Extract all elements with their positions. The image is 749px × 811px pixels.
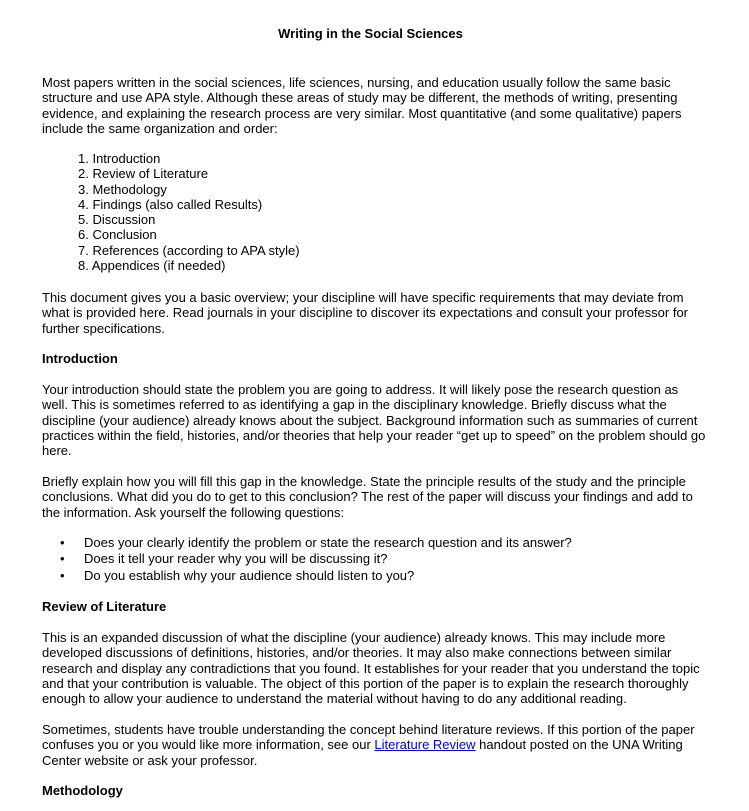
list-item	[60, 568, 572, 584]
review-paragraph-1: This is an expanded discussion of what the discipline (your audience) already knows. This may include more developed discussions of definitions, histories, and/or theories. It may also make connections between similar research and display any contradictions that you found. It establishes for your reader that you understand the topic and that your contribution is valuable. The object of this portion of the paper is to explain the research thoroughly enough to allow your audience to understand the material without having to do any additional reading.	[42, 630, 700, 707]
list-item: 1. Introduction	[78, 151, 161, 166]
methodology-heading: Methodology	[42, 783, 123, 798]
introduction-paragraph-2: Briefly explain how you will fill this gap in the knowledge. State the principle results of the study and the principle conclusions. What did you do to get to this conclusion? The rest of the paper will discuss your findings and add to the information. Ask yourself the following questions:	[42, 474, 693, 520]
review-heading: Review of Literature	[42, 599, 167, 614]
list-item	[60, 535, 572, 551]
review-paragraph-2-before: Sometimes, students have trouble understanding the concept behind literature reviews. If this portion of the paper confuses you or you would like more information, see our	[42, 722, 695, 753]
list-item: 4. Findings (also called Results)	[78, 196, 263, 212]
bullet-icon: •	[60, 567, 65, 583]
review-paragraph-2	[42, 722, 707, 768]
list-item: 3. Methodology	[78, 181, 167, 197]
list-item: 5. Discussion	[78, 212, 156, 228]
document-title: Writing in the Social Sciences	[278, 26, 463, 41]
question-text: Does it tell your reader why you will be discussing it?	[84, 551, 388, 567]
introduction-paragraph-1: Your introduction should state the problem you are going to address. It will likely pose the research question as well. This is sometimes referred to as identifying a gap in the disciplinary knowledge. Briefly discuss what the discipline (your audience) already knows about the subject. Background information such as summaries of current practices within the field, histories, and/or theories that help your reader “get up to speed” on the problem should go here.	[42, 382, 706, 459]
section-order-list	[78, 151, 300, 273]
list-item: 7. References (according to APA style)	[78, 242, 300, 258]
intro-paragraph: Most papers written in the social sciences, life sciences, nursing, and education usually follow the same basic structure and use APA style. Although these areas of study may be different, the methods of writing, presenting evidence, and explaining the research process are very similar. Most quantitative (and some qualitative) papers include the same organization and order:	[42, 75, 682, 136]
list-item: 2. Review of Literature	[78, 166, 209, 182]
question-text: Do you establish why your audience should listen to you?	[84, 567, 415, 583]
review-paragraph-2-after: handout posted on the UNA Writing Center website or ask your professor.	[42, 737, 683, 768]
list-item: 8. Appendices (if needed)	[78, 258, 226, 274]
list-item	[60, 551, 572, 567]
bullet-icon: •	[60, 551, 65, 567]
introduction-heading: Introduction	[42, 351, 118, 366]
list-item: 6. Conclusion	[78, 227, 157, 243]
bullet-icon: •	[60, 535, 65, 550]
question-list	[60, 535, 572, 584]
overview-paragraph: This document gives you a basic overview; your discipline will have specific requirements that may deviate from what is provided here. Read journals in your discipline to discover its expectations and consult your professor for further specifications.	[42, 290, 689, 336]
question-text: Does your clearly identify the problem or state the research question and its answer?	[84, 535, 572, 550]
literature-review-link[interactable]: Literature Review	[374, 737, 476, 753]
